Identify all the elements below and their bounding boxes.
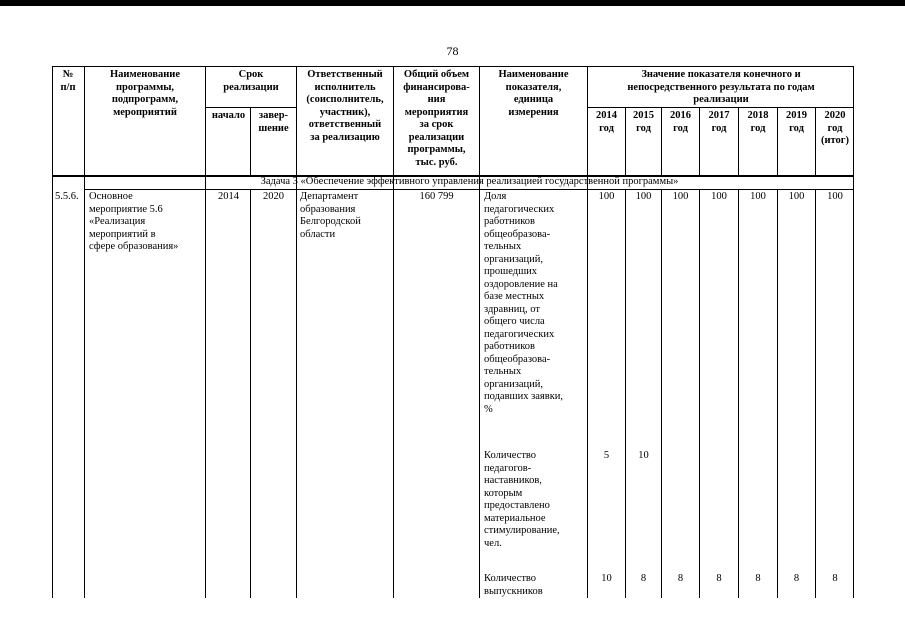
indicator-3-value-2017: 8 [716,573,722,584]
row-divider [84,189,854,190]
row-name: Основное мероприятие 5.6 «Реализация мероприятий в сфере образования» [89,191,179,252]
header-name: Наименование программы, подпрограмм, мероприятий [110,69,180,118]
task-row: Задача 3 «Обеспечение эффективного управления реализацией государственной программы» [260,176,679,187]
header-values-title: Значение показателя конечного и непосредственного результата по годам реализации [627,69,815,105]
row-divider [205,107,296,108]
header-year-2018: 2018 год [747,110,769,134]
header-period: Срок реализации [223,69,279,93]
indicator-3-value-2014: 10 [601,573,612,584]
indicator-1-value-2019: 100 [788,191,805,202]
header-year-2016: 2016 год [670,110,691,134]
header-year-2017: 2017 год [708,110,730,134]
indicator-3-value-2018: 8 [755,573,761,584]
indicator-1-value-2016: 100 [672,191,689,202]
row-num: 5.5.6. [55,191,79,202]
indicator-3-value-2019: 8 [793,573,800,584]
row-funding: 160 799 [419,191,454,202]
row-end: 2020 [263,191,284,202]
header-funding: Общий объем финансирова- ния мероприятия за срок реализации программы, тыс. руб. [403,69,470,168]
column-divider [587,66,588,598]
indicator-1-value-2015: 100 [635,191,652,202]
header-start: начало [211,110,246,121]
indicator-3-value-2016: 8 [677,573,684,584]
row-executor: Департамент образования Белгородской области [300,191,361,240]
indicator-3-value-2020: 8 [832,573,838,584]
indicator-1-value-2014: 100 [598,191,615,202]
column-divider [250,189,251,598]
scan-top-edge [0,0,905,6]
indicator-3-value-2015: 8 [640,573,647,584]
column-divider [84,66,85,598]
column-divider [699,189,700,598]
header-year-2014: 2014 год [596,110,617,134]
header-indicator: Наименование показателя, единица измерения [498,69,569,118]
header-year-2015: 2015 год [633,110,654,134]
indicator-1-value-2017: 100 [711,191,727,202]
indicator-2-name: Количество педагогов- наставников, которым предоставлено материальное стимулирование, чел. [484,450,560,549]
indicator-3-name: Количество выпускников [484,573,543,597]
page-number: 78 [446,44,459,58]
indicator-1-value-2020: 100 [827,191,843,202]
row-start: 2014 [218,191,239,202]
column-divider [479,66,480,598]
header-num: № п/п [60,69,76,93]
column-divider [296,66,297,598]
column-divider [625,189,626,598]
header-year-2020: 2020 год (итог) [820,110,850,146]
indicator-1-name: Доля педагогических работников общеобразова- тельных организаций, прошедших оздоровление на базе местных здравниц, от общего числа педагогических работников общеобразова- тельных организаций, подавших заявки, % [484,191,564,415]
header-year-2019: 2019 год [786,110,807,134]
column-divider [738,189,739,598]
column-divider [777,189,778,598]
column-divider [815,189,816,598]
column-divider [205,66,206,598]
row-divider [587,107,854,108]
indicator-2-value-2015: 10 [638,450,649,461]
column-divider [661,189,662,598]
indicator-1-value-2018: 100 [750,191,766,202]
header-executor: Ответственный исполнитель (соисполнитель, участник), ответственный за реализацию [306,69,384,143]
indicator-2-value-2014: 5 [603,450,610,461]
header-end: завер- шение [258,110,289,134]
